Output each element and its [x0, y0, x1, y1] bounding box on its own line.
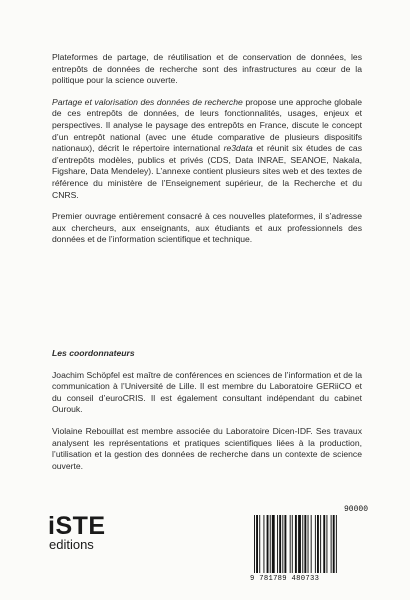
intro-paragraph-2	[52, 97, 362, 201]
coordinator-bio-2: Violaine Rebouillat est membre associée du Laboratoire Dicen-IDF. Ses travaux analysent les représentations et pratiques scientifiques liées à la production, l’utilisation et la gestion des données de recherche dans un contexte de science ouverte.	[52, 425, 362, 471]
coordinators-block	[52, 348, 362, 482]
coordinators-heading: Les coordonnateurs	[52, 348, 135, 358]
isbn-barcode	[250, 505, 370, 591]
description-block	[52, 52, 362, 256]
publisher-logo-main: iSTE	[48, 512, 106, 540]
coordinator-bio-1: Joachim Schöpfel est maître de conférences en sciences de l’information et de la communication à l’Université de Lille. Il est membre du Laboratoire GERiiCO et du conseil d’euroCRIS. Il est également consultant indépendant du cabinet Ourouk.	[52, 369, 362, 415]
intro-paragraph-2-part-b: et réunit six études de cas d’entrepôts modèles, publics et privés (CDS, Data INRAE, SEANOE, Nakala, Figshare, Data Mendeley). L’annexe contient plusieurs sites web et des textes de référence du ministère de l’Enseignement supérieur, de la Recherche et du CNRS.	[52, 143, 362, 200]
intro-paragraph-2-part-a: propose une approche globale de ces entrepôts de données, de leurs fonctionnalités, usages, enjeux et perspectives. Il analyse le paysage des entrepôts en France, discute le concept d’un entrepôt national (avec une étude comparative de plusieurs dispositifs nationaux), décrit le répertoire international	[52, 96, 362, 154]
isbn-digits: 9 781789 480733	[250, 575, 320, 583]
book-title-inline: Partage et valorisation des données de recherche	[52, 96, 243, 107]
barcode-bars-icon	[250, 515, 370, 575]
intro-paragraph-1: Plateformes de partage, de réutilisation et de conservation de données, les entrepôts de données de recherche sont des infrastructures au cœur de la politique pour la science ouverte.	[52, 52, 362, 86]
publisher-logo-sub: editions	[49, 537, 94, 552]
price-code: 90000	[343, 505, 368, 514]
intro-paragraph-3: Premier ouvrage entièrement consacré à ces nouvelles plateformes, il s’adresse aux chercheurs, aux enseignants, aux étudiants et aux professionnels des données et de l’information scientifique et technique.	[52, 211, 362, 245]
publisher-logo	[48, 514, 112, 551]
re3data-inline: re3data	[223, 143, 253, 154]
